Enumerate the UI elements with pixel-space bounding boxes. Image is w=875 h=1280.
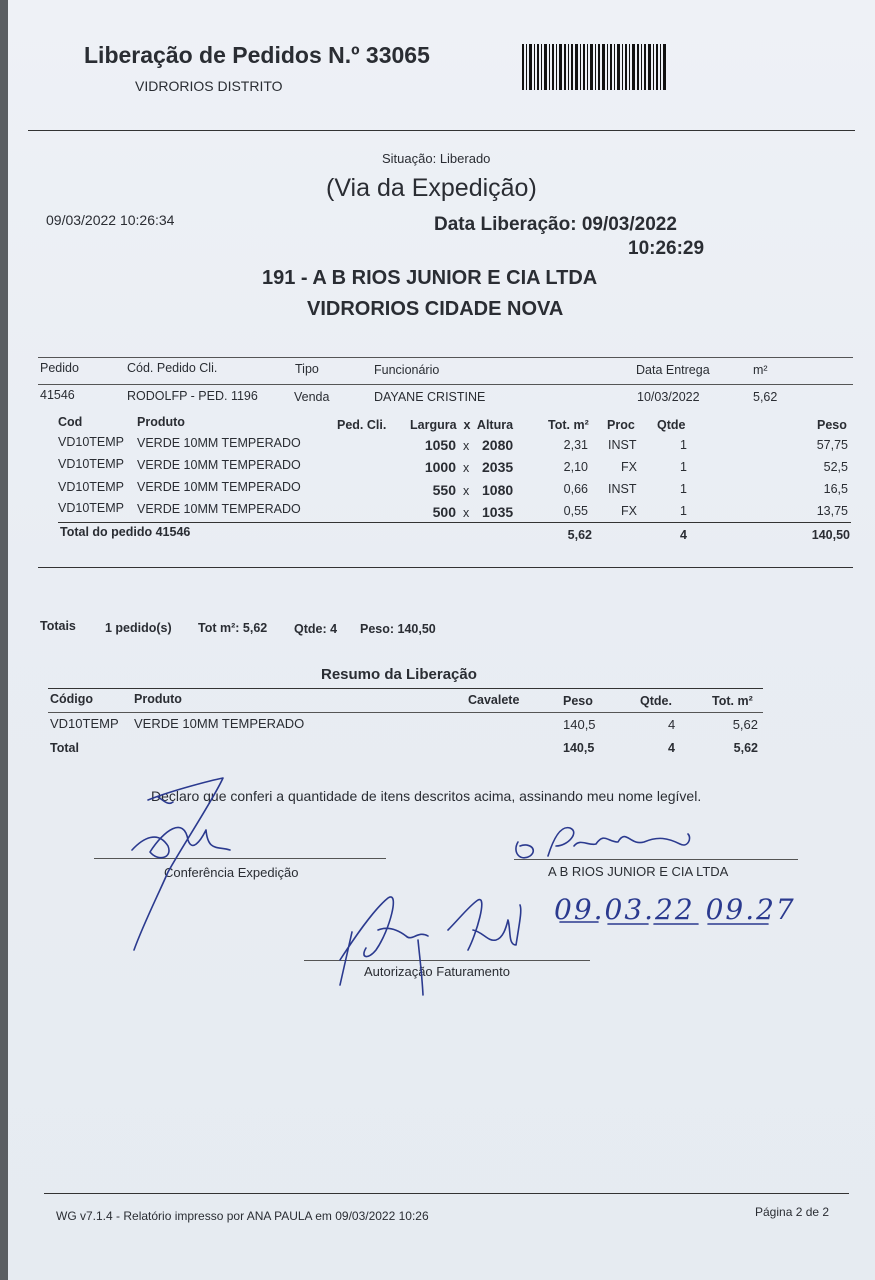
client-caption: A B RIOS JUNIOR E CIA LTDA [548,864,729,879]
item-largura: 1050 [424,437,456,453]
item-altura: 2035 [482,459,514,475]
item-proc: FX [621,504,637,518]
resumo-col-produto: Produto [134,692,182,706]
resumo-total-label: Total [50,741,79,755]
order-pedido-value: 41546 [40,388,75,402]
item-qtde: 1 [680,504,687,518]
signature-autorizacao-icon [340,897,521,995]
order-total-label: Total do pedido 41546 [60,525,191,539]
resumo-col-cavalete: Cavalete [468,693,520,707]
col-funcionario: Funcionário [374,363,440,377]
totais-label: Totais [40,619,76,633]
handwritten-date: 09.03.22 09.27 [554,893,796,926]
totais-peso: Peso: 140,50 [360,622,436,636]
items-col-cod: Cod [58,415,83,429]
item-largura: 550 [432,482,456,498]
items-col-qtde: Qtde [657,418,686,432]
via-label: (Via da Expedição) [326,174,537,202]
items-col-ped-cli: Ped. Cli. [337,418,387,432]
data-liberacao: Data Liberação: 09/03/2022 [434,214,677,235]
item-produto: VERDE 10MM TEMPERADO [137,502,301,516]
order-total-qtde: 4 [680,528,687,542]
item-produto: VERDE 10MM TEMPERADO [137,436,301,450]
order-cod-value: RODOLFP - PED. 1196 [127,389,258,403]
item-qtde: 1 [680,460,687,474]
client-name: 191 - A B RIOS JUNIOR E CIA LTDA [262,267,598,289]
situacao-label: Situação: Liberado [382,151,491,166]
item-tot: 2,31 [563,438,588,452]
item-tot: 0,55 [563,504,588,518]
footer-report: WG v7.1.4 - Relatório impresso por ANA PAULA em 09/03/2022 10:26 [56,1209,429,1223]
items-col-peso: Peso [817,418,847,432]
autorizacao-caption: Autorização Faturamento [364,964,510,979]
item-proc: INST [608,438,637,452]
items-col-dims: Largura x Altura [410,418,514,432]
signature-client-icon [516,828,690,858]
item-tot: 2,10 [563,460,588,474]
order-m2-value: 5,62 [753,390,778,404]
item-produto: VERDE 10MM TEMPERADO [137,480,301,494]
item-peso: 16,5 [823,482,848,496]
item-dim-separator: x [463,484,470,498]
item-cod: VD10TEMP [58,435,124,449]
col-pedido: Pedido [40,361,79,375]
items-col-tot: Tot. m² [548,418,589,432]
resumo-total-qtde: 4 [668,741,675,755]
item-qtde: 1 [680,438,687,452]
declaration-text: Declaro que conferi a quantidade de itens descritos acima, assinando meu nome legível. [151,788,702,804]
handwritten-signatures [8,0,875,1280]
document-page [8,0,875,1280]
footer-line [44,1193,849,1194]
resumo-total-tot: 5,62 [733,741,758,755]
resumo-produto: VERDE 10MM TEMPERADO [134,716,305,731]
items-col-proc: Proc [607,418,635,432]
item-altura: 2080 [482,437,514,453]
resumo-tot: 5,62 [732,717,758,732]
col-cod-pedido-cli: Cód. Pedido Cli. [127,361,218,375]
resumo-col-qtde: Qtde. [640,694,672,708]
item-dim-separator: x [463,506,470,520]
item-largura: 1000 [424,459,456,475]
item-proc: FX [621,460,637,474]
totais-pedidos: 1 pedido(s) [105,621,172,635]
item-peso: 13,75 [816,504,848,518]
signature-conferencia-icon [132,778,230,950]
item-cod: VD10TEMP [58,480,124,494]
resumo-col-peso: Peso [563,694,593,708]
resumo-col-codigo: Código [50,692,94,706]
resumo-codigo: VD10TEMP [50,716,119,731]
resumo-title: Resumo da Liberação [321,666,477,683]
item-cod: VD10TEMP [58,501,124,515]
document-title: Liberação de Pedidos N.º 33065 [84,42,430,68]
items-col-produto: Produto [137,415,185,429]
footer-page-number: Página 2 de 2 [755,1205,830,1219]
printed-timestamp: 09/03/2022 10:26:34 [46,212,175,228]
order-data-entrega-value: 10/03/2022 [637,390,700,404]
col-tipo: Tipo [295,362,319,376]
order-funcionario-value: DAYANE CRISTINE [374,390,486,404]
item-tot: 0,66 [563,482,588,496]
item-qtde: 1 [680,482,687,496]
totais-tot: Tot m²: 5,62 [198,621,268,635]
client-store: VIDRORIOS CIDADE NOVA [307,298,564,320]
resumo-qtde: 4 [668,717,676,732]
data-liberacao-time: 10:26:29 [628,238,705,259]
totais-qtde: Qtde: 4 [294,622,338,636]
item-produto: VERDE 10MM TEMPERADO [137,458,301,472]
order-tipo-value: Venda [294,390,330,404]
item-dim-separator: x [463,461,470,475]
item-altura: 1035 [482,504,514,520]
item-dim-separator: x [463,439,470,453]
item-peso: 57,75 [816,438,848,452]
col-m2: m² [753,363,768,377]
resumo-col-tot: Tot. m² [712,694,753,708]
order-total-peso: 140,50 [811,528,850,542]
company-name: VIDRORIOS DISTRITO [135,78,283,94]
resumo-total-peso: 140,5 [563,741,595,755]
item-largura: 500 [432,504,456,520]
conferencia-caption: Conferência Expedição [164,865,299,880]
resumo-peso: 140,5 [563,717,596,732]
col-data-entrega: Data Entrega [636,363,710,377]
item-altura: 1080 [482,482,514,498]
order-total-tot: 5,62 [567,528,592,542]
item-peso: 52,5 [823,460,848,474]
item-proc: INST [608,482,637,496]
item-cod: VD10TEMP [58,457,124,471]
